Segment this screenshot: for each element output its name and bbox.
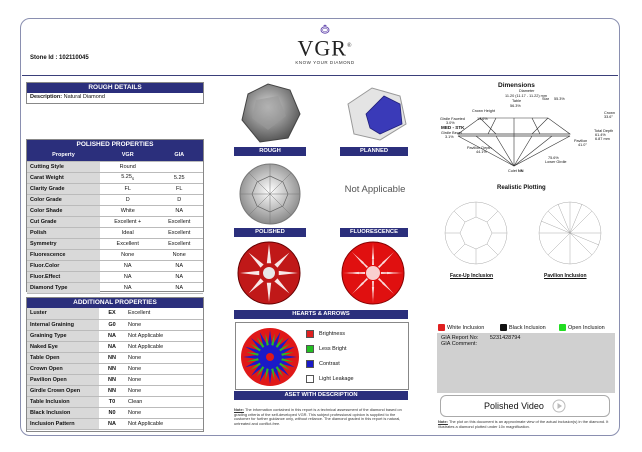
additional-value: None	[125, 385, 203, 396]
rough-details-section	[26, 82, 204, 104]
additional-code: NN	[99, 385, 125, 396]
dimensions-title: Dimensions	[498, 82, 535, 89]
col-gia: GIA	[155, 150, 203, 161]
aset-image	[239, 326, 301, 388]
fluorescence-caption: FLUORESCENCE	[340, 228, 408, 237]
rough-details-title: ROUGH DETAILS	[27, 83, 203, 93]
left-note: Note: The information contained in this report is a technical assessment of the diamond based on grading criteria of the self-developed VGR. This subject professional opinion is supplied to the customer for further guidance only, without reliance. The diamond graded in this report is natural, untreated and conflict-free.	[234, 407, 402, 426]
pavilion-depth-label: Pavilion Depth	[467, 146, 492, 150]
vgr-value: None	[100, 249, 155, 260]
additional-value: Not Applicable	[125, 330, 203, 341]
property-label: Diamond Type	[27, 282, 100, 293]
face-up-plot	[443, 200, 509, 266]
aset-legend-label: Contrast	[319, 361, 340, 367]
polished-row	[27, 238, 203, 249]
aset-legend-label: Light Leakage	[319, 376, 354, 382]
diameter-label: Diameter	[519, 89, 535, 93]
polished-row	[27, 172, 203, 183]
additional-properties-table	[27, 308, 203, 430]
polished-video-button[interactable]	[440, 395, 610, 417]
pavilion-angle-label: Pavilion	[574, 139, 588, 143]
girdle-grade: MED - STK	[441, 125, 465, 130]
additional-label: Table Open	[27, 352, 99, 363]
property-label: Color Shade	[27, 205, 100, 216]
polished-row	[27, 271, 203, 282]
additional-label: Inclusion Pattern	[27, 418, 99, 429]
gia-value: FL	[155, 183, 203, 194]
diameter-value: 11.20 (11.17 - 11.22) mm	[505, 94, 547, 98]
col-vgr: VGR	[100, 150, 155, 161]
additional-code: NA	[99, 418, 125, 429]
crown-height-value: 13.6%	[477, 117, 488, 121]
vgr-value: Ideal	[100, 227, 155, 238]
aset-legend-item	[306, 345, 347, 353]
polished-row	[27, 260, 203, 271]
crown-angle-label: Crown	[604, 111, 615, 115]
planned-caption: PLANNED	[340, 147, 408, 156]
additional-value: Excellent	[125, 308, 203, 319]
aset-legend-item	[306, 330, 345, 338]
white-inclusion-legend: White Inclusion	[438, 324, 484, 331]
aset-swatch	[306, 330, 314, 338]
gia-value: NA	[155, 205, 203, 216]
lower-girdle-label: Lower Girdle	[545, 160, 567, 164]
additional-row	[27, 374, 203, 385]
polished-properties-table	[27, 150, 203, 294]
black-inclusion-legend: Black Inclusion	[500, 324, 546, 331]
black-inclusion-swatch	[500, 324, 507, 331]
polished-video-label: Polished Video	[484, 401, 544, 411]
additional-code: G0	[99, 319, 125, 330]
additional-code: EX	[99, 308, 125, 319]
additional-label: Graining Type	[27, 330, 99, 341]
vgr-value: Round	[100, 161, 155, 172]
girdle-bezel-label: Girdle Bezel	[441, 131, 462, 135]
polished-properties-section	[26, 139, 204, 292]
vgr-value: NA	[100, 282, 155, 293]
table-label: Table	[512, 99, 522, 103]
aset-box	[235, 322, 409, 390]
star-label: Star	[542, 97, 549, 101]
total-depth-value: 61.4%	[595, 133, 606, 137]
property-label: Clarity Grade	[27, 183, 100, 194]
additional-row	[27, 330, 203, 341]
gia-info-box	[437, 333, 615, 393]
gia-value: NA	[155, 282, 203, 293]
polished-row	[27, 183, 203, 194]
additional-value: None	[125, 319, 203, 330]
additional-label: Girdle Crown Open	[27, 385, 99, 396]
aset-swatch	[306, 375, 314, 383]
additional-value: Not Applicable	[125, 418, 203, 429]
gia-comment-label: GIA Comment:	[441, 341, 478, 347]
property-label: Carat Weight	[27, 172, 100, 183]
property-label: Fluor.Color	[27, 260, 100, 271]
additional-label: Luster	[27, 308, 99, 319]
additional-label: Black Inclusion	[27, 407, 99, 418]
polished-row	[27, 227, 203, 238]
vgr-value: Excellent	[100, 238, 155, 249]
gia-value: NA	[155, 260, 203, 271]
gia-report-label: GIA Report No:	[441, 335, 479, 341]
additional-row	[27, 363, 203, 374]
gia-report-number: 5231428794	[489, 335, 521, 341]
additional-value: None	[125, 363, 203, 374]
gia-value: Excellent	[155, 216, 203, 227]
additional-label: Naked Eye	[27, 341, 99, 352]
carat-subscript: S	[131, 177, 135, 182]
girdle-percent: 3.0%	[446, 121, 455, 125]
polished-row	[27, 216, 203, 227]
play-icon	[552, 399, 566, 413]
vgr-value: D	[100, 194, 155, 205]
table-value: 56.3%	[510, 104, 521, 108]
additional-row	[27, 308, 203, 319]
additional-row	[27, 407, 203, 418]
fluorescence-not-applicable: Not Applicable	[344, 184, 406, 195]
additional-code: NN	[99, 352, 125, 363]
gia-value: D	[155, 194, 203, 205]
arrows-view-image	[340, 240, 406, 306]
additional-row	[27, 396, 203, 407]
face-up-label: Face-Up Inclusion	[450, 273, 494, 279]
right-note: Note: The plot on this document is an approximate view of the actual inclusion(s) in the diamond. It illustrates a diamond plotted under 10x magnification.	[438, 419, 609, 429]
additional-properties-section	[26, 297, 204, 432]
aset-legend-label: Brightness	[319, 331, 345, 337]
additional-row	[27, 385, 203, 396]
additional-label: Pavilion Open	[27, 374, 99, 385]
vgr-value: $5.25_S$	[100, 172, 155, 183]
additional-code: N0	[99, 407, 125, 418]
girdle-label: Girdle Faceted	[440, 117, 465, 121]
additional-label: Table Inclusion	[27, 396, 99, 407]
vgr-logo: VGR® KNOW YOUR DIAMOND	[280, 24, 370, 65]
gia-value: None	[155, 249, 203, 260]
vgr-value: NA	[100, 260, 155, 271]
vgr-value: NA	[100, 271, 155, 282]
aset-legend-label: Less Bright	[319, 346, 347, 352]
additional-value: None	[125, 407, 203, 418]
property-label: Polish	[27, 227, 100, 238]
lower-girdle-value: 75.6%	[548, 156, 559, 160]
additional-code: NA	[99, 330, 125, 341]
aset-legend-item	[306, 360, 340, 368]
pavilion-depth-value: 44.1%	[476, 150, 487, 154]
crown-height-label: Crown Height	[472, 109, 496, 113]
additional-row	[27, 341, 203, 352]
additional-value: None	[125, 352, 203, 363]
hearts-arrows-caption: HEARTS & ARROWS	[234, 310, 408, 319]
polished-caption: POLISHED	[234, 228, 306, 237]
hearts-view-image	[236, 240, 302, 306]
vgr-value: FL	[100, 183, 155, 194]
polished-row	[27, 161, 203, 172]
polished-row	[27, 249, 203, 260]
header-rule	[22, 75, 618, 76]
additional-label: Internal Graining	[27, 319, 99, 330]
white-inclusion-swatch	[438, 324, 445, 331]
gia-value: Excellent	[155, 227, 203, 238]
additional-row	[27, 418, 203, 429]
polished-row	[27, 282, 203, 293]
polished-row	[27, 205, 203, 216]
vgr-value: Excellent +	[100, 216, 155, 227]
aset-legend-item	[306, 375, 354, 383]
property-label: Color Grade	[27, 194, 100, 205]
culet-value: NN	[518, 169, 524, 173]
additional-code: NN	[99, 374, 125, 385]
rough-diamond-image	[238, 80, 304, 146]
col-property: Property	[27, 150, 100, 161]
additional-code: NN	[99, 363, 125, 374]
aset-swatch	[306, 345, 314, 353]
polished-properties-title: POLISHED PROPERTIES	[27, 140, 203, 150]
rough-description: Description: Natural Diamond	[30, 94, 105, 100]
additional-label: Crown Open	[27, 363, 99, 374]
ring-logo-icon	[317, 24, 333, 34]
gia-value: Excellent	[155, 238, 203, 249]
culet-label: Culet	[508, 169, 517, 173]
property-label: Symmetry	[27, 238, 100, 249]
total-depth-mm: 6.87 mm	[595, 137, 610, 141]
property-label: Cutting Style	[27, 161, 100, 172]
gia-value: 5.25	[155, 172, 203, 183]
additional-properties-title: ADDITIONAL PROPERTIES	[27, 298, 203, 308]
girdle-bezel-value: 3.1%	[445, 135, 454, 139]
pavilion-plot	[537, 200, 603, 266]
additional-value: Clean	[125, 396, 203, 407]
star-value: 55.3%	[554, 97, 565, 101]
additional-value: None	[125, 374, 203, 385]
additional-code: T0	[99, 396, 125, 407]
crown-angle-value: 33.6°	[604, 115, 613, 119]
aset-caption: ASET WITH DESCRIPTION	[234, 391, 408, 400]
additional-row	[27, 352, 203, 363]
polished-diamond-image	[238, 162, 302, 226]
polished-row	[27, 194, 203, 205]
rough-caption: ROUGH	[234, 147, 306, 156]
gia-value	[155, 161, 203, 172]
open-inclusion-swatch	[559, 324, 566, 331]
pavilion-angle-value: 41.0°	[578, 143, 587, 147]
stone-id: Stone Id : 102110045	[30, 55, 89, 61]
plotting-title: Realistic Plotting	[497, 185, 546, 191]
open-inclusion-legend: Open Inclusion	[559, 324, 605, 331]
total-depth-label: Total Depth	[594, 129, 614, 133]
property-label: Fluorescence	[27, 249, 100, 260]
pavilion-inclusion-label: Pavilion Inclusion	[544, 273, 587, 279]
additional-code: NA	[99, 341, 125, 352]
property-label: Cut Grade	[27, 216, 100, 227]
planned-diamond-image	[340, 84, 410, 142]
gia-value: NA	[155, 271, 203, 282]
property-label: Fluor.Effect	[27, 271, 100, 282]
additional-row	[27, 319, 203, 330]
additional-value: Not Applicable	[125, 341, 203, 352]
vgr-value: White	[100, 205, 155, 216]
aset-swatch	[306, 360, 314, 368]
